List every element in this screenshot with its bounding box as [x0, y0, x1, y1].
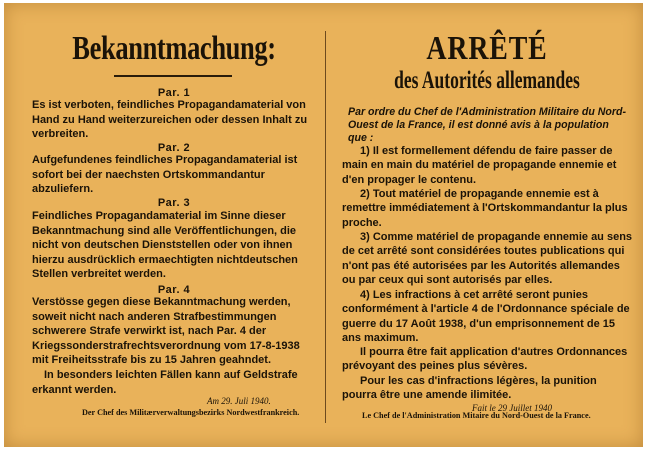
french-date: Fait le 29 Juillet 1940 [472, 403, 552, 413]
french-para-5: Il pourra être fait application d'autres Ordonnances prévoyant des peines plus sévères. [342, 346, 628, 373]
german-date: Am 29. Juli 1940. [207, 396, 271, 406]
column-divider [325, 31, 326, 423]
french-column [342, 3, 632, 447]
german-par3-text: Feindliches Propagandamaterial im Sinne dieser Bekanntmachung sind alle Veröffentlichungen, die nicht von deutschen Dienststellen oder von ihnen hierzu ausdrücklich ermaechtigten nichtdeutschen Stellen verbreitet werden. [32, 210, 298, 281]
title-underline [114, 75, 232, 77]
german-signature: Der Chef des Militærverwaltungsbezirks Nordwestfrankreich. [82, 408, 300, 417]
french-title: ARRÊTÉ [426, 30, 548, 67]
german-par4-heading: Par. 4 [157, 284, 191, 296]
french-signature: Le Chef de l'Administration Mitaire du Nord-Ouest de la France. [362, 411, 591, 420]
french-para-6: Pour les cas d'infractions légères, la punition pourra être une amende ilimitée. [342, 375, 597, 402]
poster-sheet [4, 3, 643, 447]
german-par1-heading: Par. 1 [157, 87, 191, 99]
german-closing: In besonders leichten Fällen kann auf Geldstrafe erkannt werden. [32, 369, 298, 396]
german-par1-text: Es ist verboten, feindliches Propagandamaterial von Hand zu Hand weiterzureichen oder dessen Inhalt zu verbreiten. [32, 99, 308, 141]
french-para-4: 4) Les infractions à cet arrêté seront punies conformément à l'article 4 de l'Ordonnance spéciale de guerre du 17 Août 1938, d'un emprisonnement de 15 ans maximum. [342, 289, 630, 345]
french-subtitle: des Autorités allemandes [394, 67, 580, 94]
french-para-3: 3) Comme matériel de propagande ennemie au sens de cet arrêté sont considérées toutes publications qui n'ont pas été autorisées par les Autorités allemandes ou par ceux qui sont autorisés par elles. [342, 231, 633, 287]
german-column [32, 3, 316, 447]
german-par2-text: Aufgefundenes feindliches Propagandamaterial ist sofort bei der naechsten Ortskommandantur abzuliefern. [32, 154, 298, 196]
german-par3-heading: Par. 3 [157, 197, 191, 209]
french-intro: Par ordre du Chef de l'Administration Militaire du Nord-Ouest de la France, il est donné avis à la population que : [348, 106, 626, 145]
german-title: Bekanntmachung: [72, 30, 276, 67]
german-par2-heading: Par. 2 [157, 142, 191, 154]
french-para-1: 1) Il est formellement défendu de faire passer de main en main du matériel de propagande ennemie et d'en propager le contenu. [342, 145, 617, 186]
german-par4-text: Verstösse gegen diese Bekanntmachung werden, soweit nicht nach anderen Strafbestimmungen schwerere Strafe verwirkt ist, nach Par. 4 der Kriegssonderstrafrechtsverordnung vom 17-8-1938 mit Freiheitsstrafe bis zu 15 Jahren geahndet. [32, 296, 300, 367]
french-para-2: 2) Tout matériel de propagande ennemie est à remettre immédiatement à l'Ortskommandantur la plus proche. [342, 188, 628, 229]
